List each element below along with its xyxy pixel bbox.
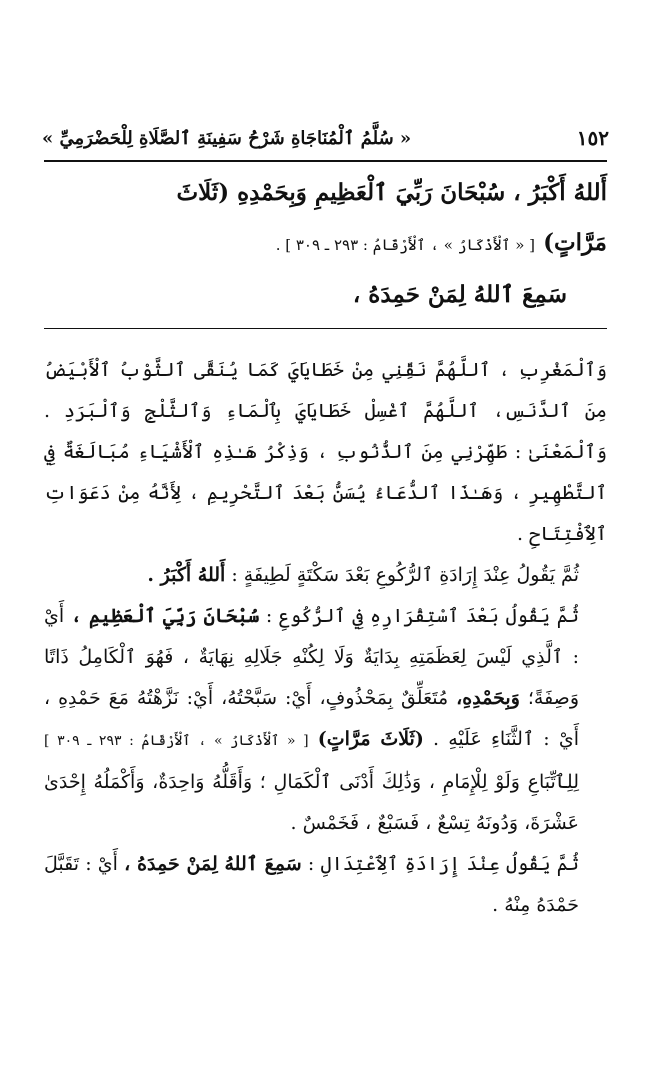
running-header <box>42 118 609 158</box>
sharh-paragraph-1: وَٱلْمَغْرِبِ ، ٱللَّهُمَّ نَقِّنِي مِنْ خَطَايَايَ كَمَا يُنَقَّى ٱلثَّوْبُ ٱلْأَبْيَضُ مِنَ ٱلدَّنَسِ، ٱللَّهُمَّ ٱغْسِلْ خَطَايَايَ بِٱلْمَاءِ وَٱلثَّلْجِ وَٱلْبَرَدِ . وَٱلْمَعْنَىٰ : طَهِّرْنِي مِنَ ٱلذُّنُوبِ ، وَذِكْرُ هَـٰذِهِ ٱلْأَشْيَاءِ مُبَالَغَةٌ فِي ٱلتَّطْهِيرِ ، وَهَـٰذَا ٱلدُّعَاءُ يُسَنُّ بَعْدَ ٱلتَّحْرِيمِ ، لِأَنَّهُ مِنْ دَعَوَاتِ ٱلِٱفْتِتَاحِ . <box>44 359 607 545</box>
samia-allah-text: سَمِعَ ٱللهُ لِمَنْ حَمِدَهُ ، <box>124 853 302 875</box>
page-number: ١٥٢ <box>576 126 609 150</box>
header-rule <box>44 160 607 162</box>
wabihamdihi-text: وَبِحَمْدِهِ، <box>456 687 520 709</box>
tasbih-text: سُبْحَانَ رَبِّيَ ٱلْعَظِيمِ ، <box>70 605 260 627</box>
adhkar-reference: [ « ٱلْأَذْكَارُ » ، ٱلْأَرْقَامُ : ٢٩٣ ـ ٣٠٩ ] <box>44 733 309 749</box>
sharh-paragraph-3: ثُمَّ يَقُولُ بَعْدَ ٱسْتِقْرَارِهِ فِي ٱلرُّكُوعِ : سُبْحَانَ رَبِّيَ ٱلْعَظِيمِ ، أَيْ : ٱلَّذِي لَيْسَ لِعَظَمَتِهِ بِدَايَةٌ وَلَا لِكُنْهِ جَلَالِهِ نِهَايَةٌ ، فَهُوَ ٱلْكَامِلُ ذَاتًا وَصِفَةً؛ وَبِحَمْدِهِ، مُتَعَلِّقٌ بِمَحْذُوفٍ، أَيْ: سَبَّحْتُهُ، أَيْ: نَزَّهْتُهُ مَعَ حَمْدِهِ ، أَيْ : ٱلثَّنَاءِ عَلَيْهِ . (ثَلَاثَ مَرَّاتٍ) [ « ٱلْأَذْكَارُ » ، ٱلْأَرْقَامُ : ٢٩٣ ـ ٣٠٩ ] لِلِٱتِّبَاعِ وَلَوْ لِلْإِمَامِ ، وَذَٰلِكَ أَدْنَى ٱلْكَمَالِ ؛ وَأَقَلُّهُ وَاحِدَةٌ، وَأَكْمَلُهُ إِحْدَىٰ عَشْرَةَ، وَدُونَهُ تِسْعٌ ، فَسَبْعٌ ، فَخَمْسٌ . <box>44 605 579 834</box>
matn-reference: [ « ٱلْأَذْكَارُ » ، ٱلْأَرْقَامُ : ٢٩٣ ـ ٣٠٩ ] . <box>275 236 536 254</box>
section-rule <box>44 328 607 329</box>
sharh-block <box>44 350 607 926</box>
sharh-paragraph-2: ثُمَّ يَقُولُ عِنْدَ إِرَادَةِ ٱلرُّكُوعِ بَعْدَ سَكْتَةٍ لَطِيفَةٍ : أَللهُ أَكْبَرُ . <box>147 564 579 586</box>
book-title: « سُلَّمُ ٱلْمُنَاجَاةِ شَرْحُ سَفِينَةِ ٱلصَّلَاةِ لِلْحَضْرَمِيِّ » <box>42 127 412 149</box>
matn-line-1: أَللهُ أَكْبَرُ ، سُبْحَانَ رَبِّيَ ٱلْعَظِيمِ وَبِحَمْدِهِ (ثَلَاثَ <box>176 179 607 206</box>
matn-line-3: سَمِعَ ٱللهُ لِمَنْ حَمِدَهُ ، <box>352 281 567 308</box>
thalath-marrat-text: (ثَلَاثَ مَرَّاتٍ) <box>317 728 424 750</box>
takbir-text: أَللهُ أَكْبَرُ . <box>147 564 226 586</box>
sharh-paragraph-4: ثُمَّ يَقُولُ عِنْدَ إِرَادَةِ ٱلِٱعْتِدَالِ : سَمِعَ ٱللهُ لِمَنْ حَمِدَهُ ، أَيْ : تَقَبَّلَ حَمْدَهُ مِنْهُ . <box>44 853 580 916</box>
matn-line-2: مَرَّاتٍ) [ « ٱلْأَذْكَارُ » ، ٱلْأَرْقَامُ : ٢٩٣ ـ ٣٠٩ ] . <box>275 229 607 256</box>
matn-block <box>44 168 607 320</box>
